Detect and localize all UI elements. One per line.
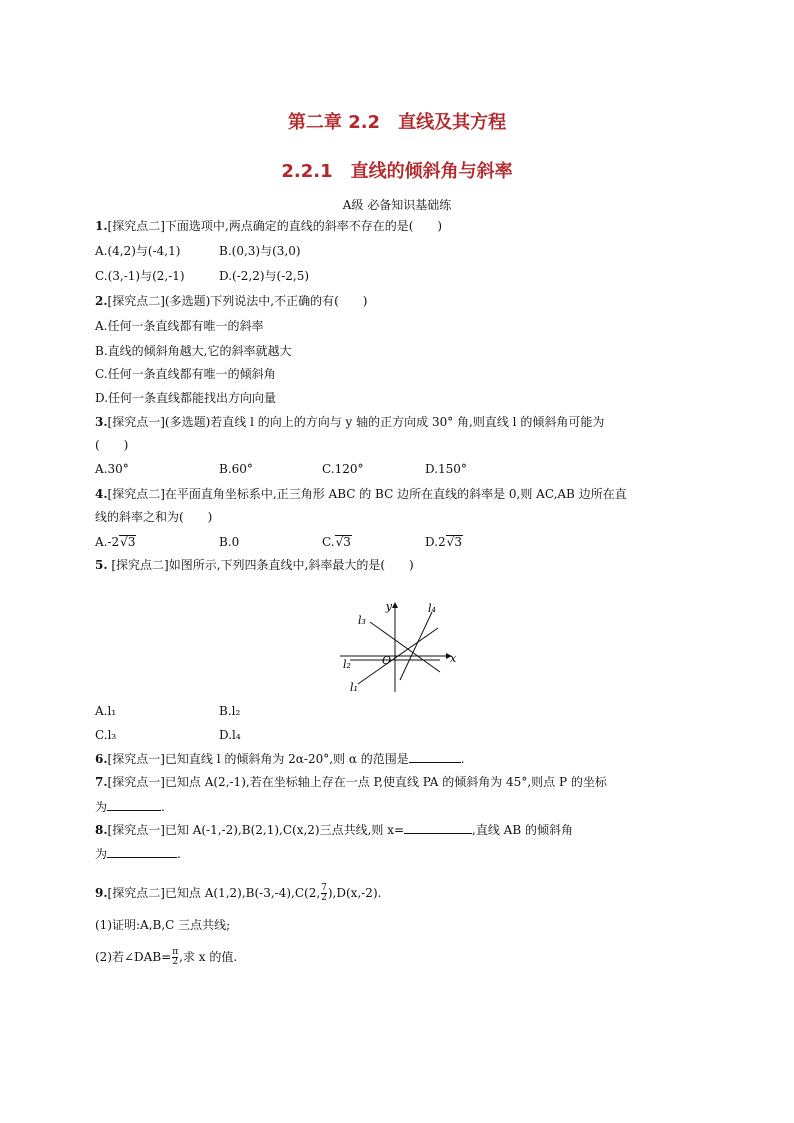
question-9-part-2-text: (2)若∠DAB= bbox=[95, 950, 172, 964]
question-9-text: [探究点二]已知点 A(1,2),B(-3,-4),C(2, bbox=[107, 886, 321, 900]
question-8-text-mid: ,直线 AB 的倾斜角 bbox=[472, 823, 573, 837]
question-6-text: [探究点一]已知直线 l 的倾斜角为 2α-20°,则 α 的范围是 bbox=[107, 752, 409, 766]
question-6-text-end: . bbox=[460, 752, 465, 766]
question-9-part-1: (1)证明:A,B,C 三点共线; bbox=[95, 918, 231, 932]
q1-option-c[interactable]: C.(3,-1)与(2,-1) bbox=[95, 269, 185, 283]
q5-option-d[interactable]: D.l₄ bbox=[219, 728, 241, 742]
radicand: 3 bbox=[127, 535, 136, 549]
question-4-number: 4. bbox=[95, 487, 108, 501]
question-8-text-cont: 为 bbox=[95, 847, 108, 861]
question-1-text: [探究点二]下面选项中,两点确定的直线的斜率不存在的是( ) bbox=[107, 219, 443, 233]
question-1-number: 1. bbox=[95, 219, 108, 233]
q7-answer-blank[interactable] bbox=[107, 798, 161, 811]
sqrt-symbol: √3 bbox=[120, 535, 136, 549]
question-7-stem bbox=[95, 774, 607, 790]
question-2-number: 2. bbox=[95, 294, 108, 308]
question-2-text: [探究点二](多选题)下列说法中,不正确的有( ) bbox=[107, 294, 368, 308]
level-label: A级 必备知识基础练 bbox=[342, 198, 452, 212]
fraction-seven-halves bbox=[321, 884, 327, 903]
q2-option-c[interactable]: C.任何一条直线都有唯一的倾斜角 bbox=[95, 367, 276, 381]
question-5-number: 5. bbox=[95, 558, 108, 572]
q1-option-b[interactable]: B.(0,3)与(3,0) bbox=[219, 244, 301, 258]
label-l4: l₄ bbox=[428, 602, 436, 615]
q4-option-b[interactable]: B.0 bbox=[219, 535, 240, 549]
fraction-numerator: 7 bbox=[321, 883, 327, 893]
question-4-text: [探究点二]在平面直角坐标系中,正三角形 ABC 的 BC 边所在直线的斜率是 0,则 AC,AB 边所在直 bbox=[107, 487, 627, 501]
q3-option-b[interactable]: B.60° bbox=[219, 462, 253, 476]
label-l1: l₁ bbox=[350, 681, 358, 692]
q8-angle-answer-blank[interactable] bbox=[107, 845, 177, 858]
question-8-stem-cont bbox=[95, 845, 181, 862]
question-7-text-end: . bbox=[161, 800, 165, 814]
q1-option-d[interactable]: D.(-2,2)与(-2,5) bbox=[219, 269, 310, 283]
q4-option-d-label: D.2 bbox=[425, 535, 446, 549]
q4-option-d[interactable] bbox=[425, 534, 463, 550]
section-title: 2.2.1 直线的倾斜角与斜率 bbox=[281, 161, 513, 182]
fraction-numerator: π bbox=[172, 947, 179, 957]
fraction-denominator: 2 bbox=[172, 957, 179, 967]
y-axis-arrow-icon bbox=[392, 602, 398, 608]
q1-option-a[interactable]: A.(4,2)与(-4,1) bbox=[95, 244, 181, 258]
question-9-part-2 bbox=[95, 946, 237, 968]
question-4-stem bbox=[95, 486, 627, 502]
radicand: 3 bbox=[454, 535, 462, 549]
chapter-title: 第二章 2.2 直线及其方程 bbox=[287, 112, 507, 133]
q5-option-b[interactable]: B.l₂ bbox=[219, 704, 241, 718]
q4-option-a[interactable] bbox=[95, 534, 136, 550]
q3-option-a[interactable]: A.30° bbox=[95, 462, 129, 476]
sqrt-symbol: √3 bbox=[335, 535, 351, 549]
line-l3 bbox=[370, 622, 440, 672]
q2-option-d[interactable]: D.任何一条直线都能找出方向向量 bbox=[95, 391, 277, 405]
question-5-text: [探究点二]如图所示,下列四条直线中,斜率最大的是( ) bbox=[111, 558, 414, 572]
q3-option-c[interactable]: C.120° bbox=[322, 462, 364, 476]
question-8-text-end: . bbox=[177, 847, 181, 861]
question-1-stem bbox=[95, 218, 442, 234]
question-3-stem bbox=[95, 414, 604, 430]
q8-x-answer-blank[interactable] bbox=[404, 821, 472, 834]
y-axis-label: y bbox=[385, 600, 392, 613]
q4-option-c[interactable] bbox=[322, 534, 352, 550]
question-9-stem bbox=[95, 882, 381, 904]
q2-option-b[interactable]: B.直线的倾斜角越大,它的斜率就越大 bbox=[95, 344, 292, 358]
fraction-pi-halves bbox=[172, 948, 178, 967]
label-l2: l₂ bbox=[343, 658, 351, 671]
sqrt-symbol: √3 bbox=[446, 535, 462, 549]
question-7-text-cont: 为 bbox=[95, 800, 108, 814]
question-4-stem-cont: 线的斜率之和为( ) bbox=[95, 510, 213, 524]
radicand: 3 bbox=[343, 535, 351, 549]
fraction-denominator: 2 bbox=[321, 893, 327, 903]
question-2-stem bbox=[95, 293, 367, 309]
origin-label: O bbox=[382, 654, 392, 667]
question-3-number: 3. bbox=[95, 415, 108, 429]
x-axis-label: x bbox=[450, 652, 457, 665]
q3-option-d[interactable]: D.150° bbox=[425, 462, 467, 476]
q4-option-a-label: A.-2 bbox=[95, 535, 120, 549]
question-9-number: 9. bbox=[95, 886, 108, 900]
question-8-text: [探究点一]已知 A(-1,-2),B(2,1),C(x,2)三点共线,则 x= bbox=[107, 823, 405, 837]
question-7-number: 7. bbox=[95, 775, 108, 789]
question-8-stem bbox=[95, 821, 573, 838]
question-3-stem-cont: ( ) bbox=[95, 438, 129, 452]
q4-option-c-label: C. bbox=[322, 535, 335, 549]
question-6-number: 6. bbox=[95, 752, 108, 766]
question-9-text-end: ),D(x,-2). bbox=[327, 886, 382, 900]
label-l3: l₃ bbox=[358, 614, 366, 627]
q6-answer-blank[interactable] bbox=[409, 750, 461, 763]
question-8-number: 8. bbox=[95, 823, 108, 837]
question-6-stem bbox=[95, 750, 465, 767]
q5-option-a[interactable]: A.l₁ bbox=[95, 704, 117, 718]
q2-option-a[interactable]: A.任何一条直线都有唯一的斜率 bbox=[95, 319, 264, 333]
question-7-text: [探究点一]已知点 A(2,-1),若在坐标轴上存在一点 P,使直线 PA 的倾斜角为 45°,则点 P 的坐标 bbox=[107, 775, 607, 789]
line-l4 bbox=[400, 612, 432, 680]
q5-option-c[interactable]: C.l₃ bbox=[95, 728, 117, 742]
question-9-part-2-end: ,求 x 的值. bbox=[179, 950, 238, 964]
question-3-text: [探究点一](多选题)若直线 l 的向上的方向与 y 轴的正方向成 30° 角,则直线 l 的倾斜角可能为 bbox=[107, 415, 605, 429]
question-7-stem-cont bbox=[95, 798, 165, 815]
lines-figure bbox=[340, 600, 460, 692]
question-5-stem bbox=[95, 557, 414, 573]
